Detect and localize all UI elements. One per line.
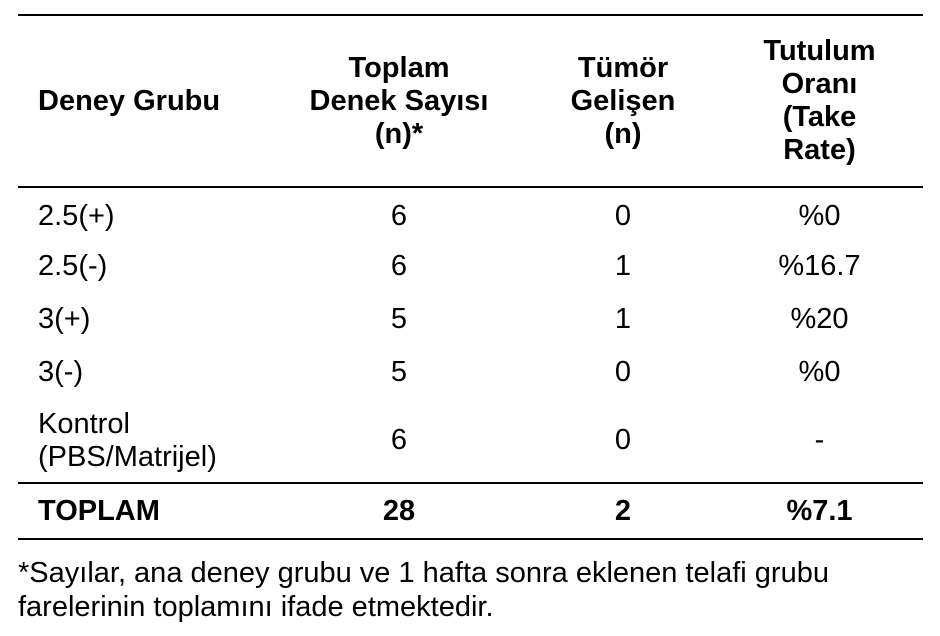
table-row	[18, 187, 923, 240]
footnote-line: *Sayılar, ana deney grubu ve 1 hafta sonra eklenen telafi grubu	[18, 557, 829, 589]
table-footnote	[18, 556, 928, 624]
header-toplam-denek-sayisi: Toplam Denek Sayısı (n)*	[309, 51, 489, 150]
results-table	[18, 14, 923, 540]
cell-total: 6	[390, 199, 408, 232]
cell-tumor: 0	[614, 199, 632, 232]
cell-group: 2.5(+)	[38, 199, 115, 232]
cell-total-tumor: 2	[614, 494, 632, 527]
table-row	[18, 346, 923, 399]
cell-tumor: 1	[614, 303, 632, 335]
header-deney-grubu: Deney Grubu	[38, 84, 221, 117]
cell-group-line: Kontrol	[38, 407, 130, 440]
header-tutulum-orani: Tutulum Oranı (Take Rate)	[763, 35, 876, 166]
cell-group-line: (PBS/Matrijel)	[38, 440, 217, 473]
cell-total-rate: %7.1	[786, 494, 853, 527]
cell-rate: %0	[798, 356, 841, 388]
cell-rate: %16.7	[778, 250, 861, 282]
cell-total: 5	[390, 356, 408, 388]
cell-group	[18, 399, 268, 483]
table-header-row	[18, 15, 923, 187]
cell-group: 3(-)	[38, 356, 84, 388]
cell-total: 5	[390, 303, 408, 335]
cell-tumor: 0	[614, 424, 632, 456]
footnote-line: farelerinin toplamını ifade etmektedir.	[18, 591, 494, 623]
header-tumor-gelisen: Tümör Gelişen (n)	[570, 51, 676, 150]
cell-total: 6	[390, 250, 408, 282]
results-table-container	[18, 14, 923, 540]
table-row	[18, 240, 923, 293]
table-row	[18, 293, 923, 346]
cell-rate: -	[814, 424, 825, 456]
cell-total-count: 28	[382, 494, 416, 527]
cell-tumor: 1	[614, 250, 632, 282]
cell-total-label: TOPLAM	[38, 494, 160, 527]
cell-rate: %20	[790, 303, 849, 335]
cell-total: 6	[390, 424, 408, 456]
cell-tumor: 0	[614, 356, 632, 388]
table-total-row	[18, 483, 923, 539]
cell-rate: %0	[798, 199, 841, 232]
table-row	[18, 399, 923, 483]
cell-group: 3(+)	[38, 303, 91, 335]
cell-group: 2.5(-)	[38, 250, 108, 282]
